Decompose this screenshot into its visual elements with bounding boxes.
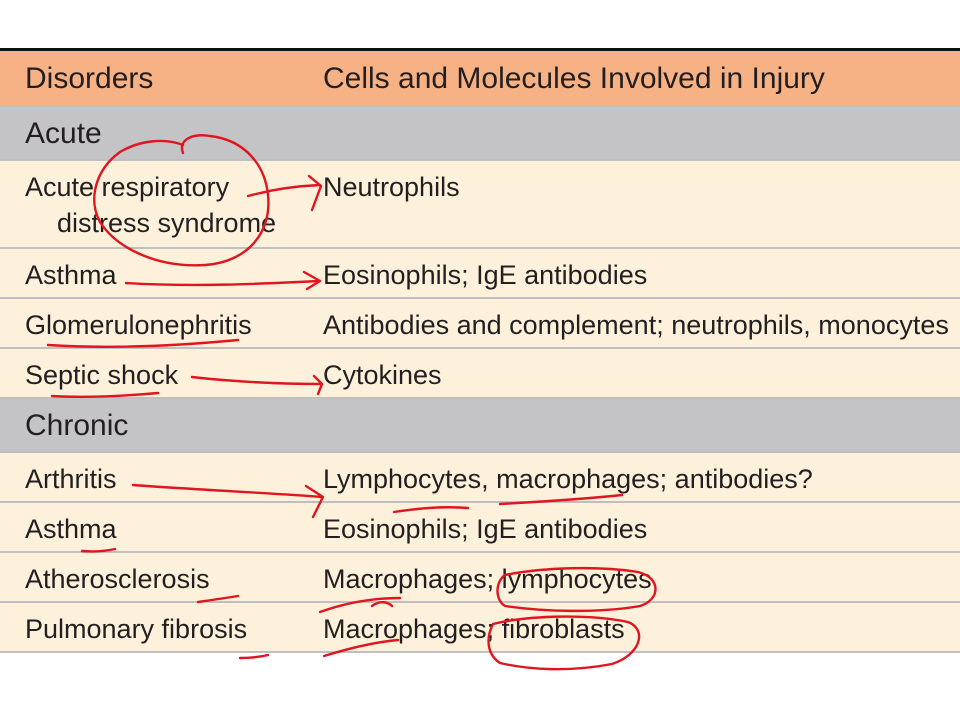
cells-cell: Neutrophils bbox=[323, 172, 460, 202]
table-row bbox=[0, 603, 960, 653]
section-label: Chronic bbox=[25, 409, 129, 442]
disorder-line-1: Acute respiratory bbox=[25, 172, 230, 202]
cells-cell: Cytokines bbox=[323, 360, 442, 390]
disorder-cell: Arthritis bbox=[25, 464, 117, 494]
disorder-cell: Asthma bbox=[25, 260, 117, 290]
disorder-cell: Glomerulonephritis bbox=[25, 310, 252, 340]
table-header-row bbox=[0, 51, 960, 107]
cells-cell: Macrophages; fibroblasts bbox=[323, 614, 625, 644]
table-row bbox=[0, 453, 960, 503]
disorder-cell bbox=[25, 169, 315, 241]
table-row bbox=[0, 249, 960, 299]
table-row bbox=[0, 503, 960, 553]
disorder-cell: Atherosclerosis bbox=[25, 564, 210, 594]
cells-cell: Antibodies and complement; neutrophils, monocytes bbox=[323, 310, 949, 340]
disorder-cell: Pulmonary fibrosis bbox=[25, 614, 248, 644]
cells-cell: Lymphocytes, macrophages; antibodies? bbox=[323, 464, 813, 494]
disorders-table bbox=[0, 48, 960, 653]
disorder-line-2: distress syndrome bbox=[57, 208, 277, 238]
cells-cell: Eosinophils; IgE antibodies bbox=[323, 260, 648, 290]
table-row bbox=[0, 553, 960, 603]
table-row bbox=[0, 299, 960, 349]
section-row-acute bbox=[0, 107, 960, 161]
header-cells-molecules: Cells and Molecules Involved in Injury bbox=[323, 62, 825, 95]
section-label: Acute bbox=[25, 117, 102, 150]
section-row-chronic bbox=[0, 399, 960, 453]
disorder-cell: Asthma bbox=[25, 514, 117, 544]
header-disorders: Disorders bbox=[25, 62, 154, 95]
table-row bbox=[0, 161, 960, 249]
disorder-cell: Septic shock bbox=[25, 360, 179, 390]
ink-dash-pulmonary bbox=[240, 655, 268, 658]
table-row bbox=[0, 349, 960, 399]
cells-cell: Eosinophils; IgE antibodies bbox=[323, 514, 648, 544]
cells-cell: Macrophages; lymphocytes bbox=[323, 564, 652, 594]
